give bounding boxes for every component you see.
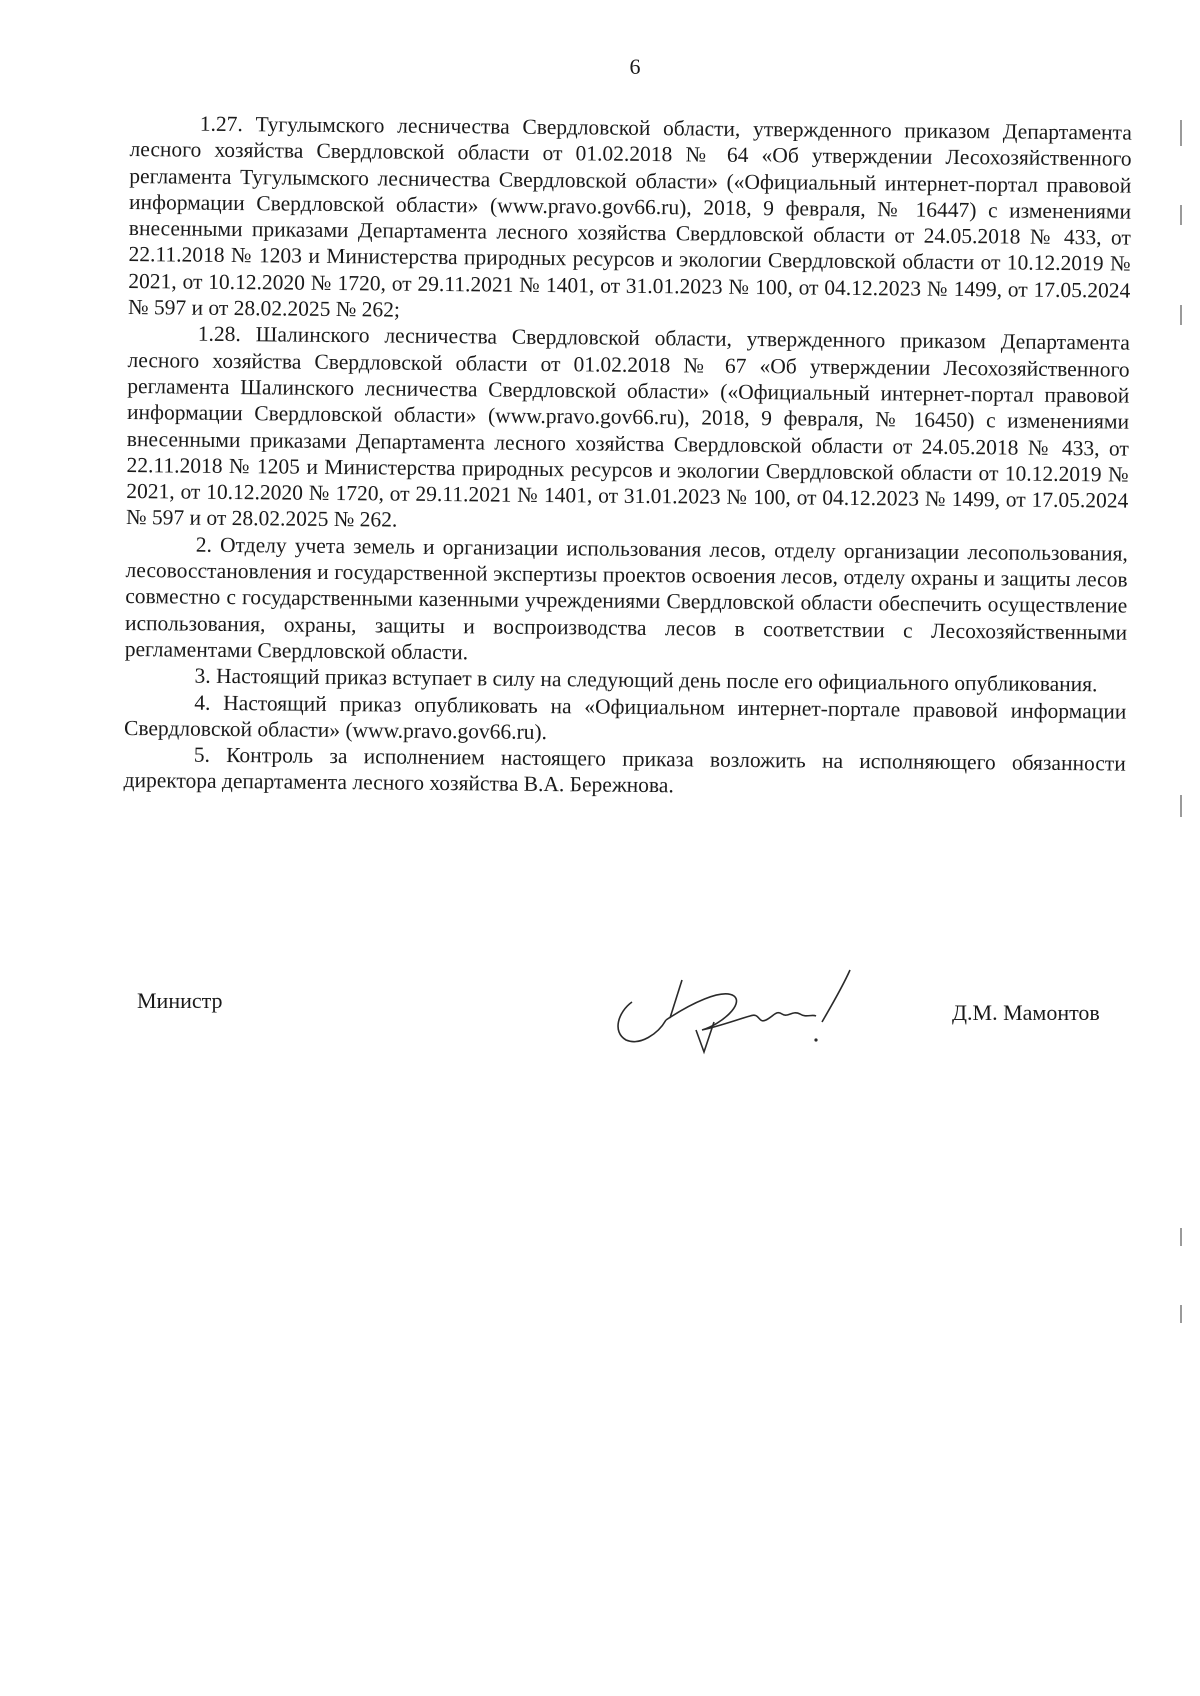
paragraph-5: 5. Контроль за исполнением настоящего приказа возложить на исполняющего обязанности директора департамента лесного хозяйства В.А. Бережнова.	[123, 742, 1126, 798]
scan-margin-mark	[1180, 120, 1182, 146]
paragraph-2: 2. Отделу учета земель и организации использования лесов, отделу организации лесопользования, лесовосстановления и государственной экспертизы проектов освоения лесов, отделу охраны и защиты лесов совместно с государственными казенными учреждениями Свердловской области обеспечить осуществление использования, охраны, защиты и воспроизводства лесов в соответствии с Лесохозяйственными регламентами Свердловской области.	[124, 532, 1128, 665]
scan-margin-mark	[1180, 795, 1182, 817]
handwritten-signature	[610, 960, 870, 1060]
paragraph-1-27: 1.27. Тугулымского лесничества Свердловской области, утвержденного приказом Департамента лесного хозяйства Свердловской области от 01.02.2018 № 64 «Об утверждении Лесохозяйственного регламента Тугулымского лесничества Свердловской области» («Официальный интернет-портал правовой информации Свердловской области» (www.pravo.gov66.ru), 2018, 9 февраля, № 16447) с изменениями внесенными приказами Департамента лесного хозяйства Свердловской области от 24.05.2018 № 433, от 22.11.2018 № 1203 и Министерства природных ресурсов и экологии Свердловской области от 10.12.2019 № 2021, от 10.12.2020 № 1720, от 29.11.2021 № 1401, от 31.01.2023 № 100, от 04.12.2023 № 1499, от 17.05.2024 № 597 и от 28.02.2025 № 262;	[127, 111, 1132, 322]
document-body	[123, 110, 1132, 803]
signature-block	[0, 960, 1200, 1080]
signatory-title: Министр	[137, 988, 223, 1013]
scan-margin-mark	[1180, 205, 1182, 225]
scan-margin-mark	[1180, 305, 1182, 325]
paragraph-4: 4. Настоящий приказ опубликовать на «Официальном интернет-портале правовой информации Свердловской области» (www.pravo.gov66.ru).	[123, 690, 1127, 744]
signatory-name: Д.М. Мамонтов	[952, 1000, 1100, 1025]
scan-margin-mark	[1180, 1305, 1182, 1323]
page-number: 6	[629, 54, 641, 79]
paragraph-3: 3. Настоящий приказ вступает в силу на следующий день после его официального опубликования.	[194, 663, 1098, 697]
scan-margin-mark	[1180, 1228, 1182, 1246]
paragraph-1-28: 1.28. Шалинского лесничества Свердловской области, утвержденного приказом Департамента лесного хозяйства Свердловской области от 01.02.2018 № 67 «Об утверждении Лесохозяйственного регламента Шалинского лесничества Свердловской области» («Официальный интернет-портал правовой информации Свердловской области» (www.pravo.gov66.ru), 2018, 9 февраля, № 16450) с изменениями внесенными приказами Департамента лесного хозяйства Свердловской области от 24.05.2018 № 433, от 22.11.2018 № 1205 и Министерства природных ресурсов и экологии Свердловской области от 10.12.2019 № 2021, от 10.12.2020 № 1720, от 29.11.2021 № 1401, от 31.01.2023 № 100, от 04.12.2023 № 1499, от 17.05.2024 № 597 и от 28.02.2025 № 262.	[125, 322, 1130, 533]
